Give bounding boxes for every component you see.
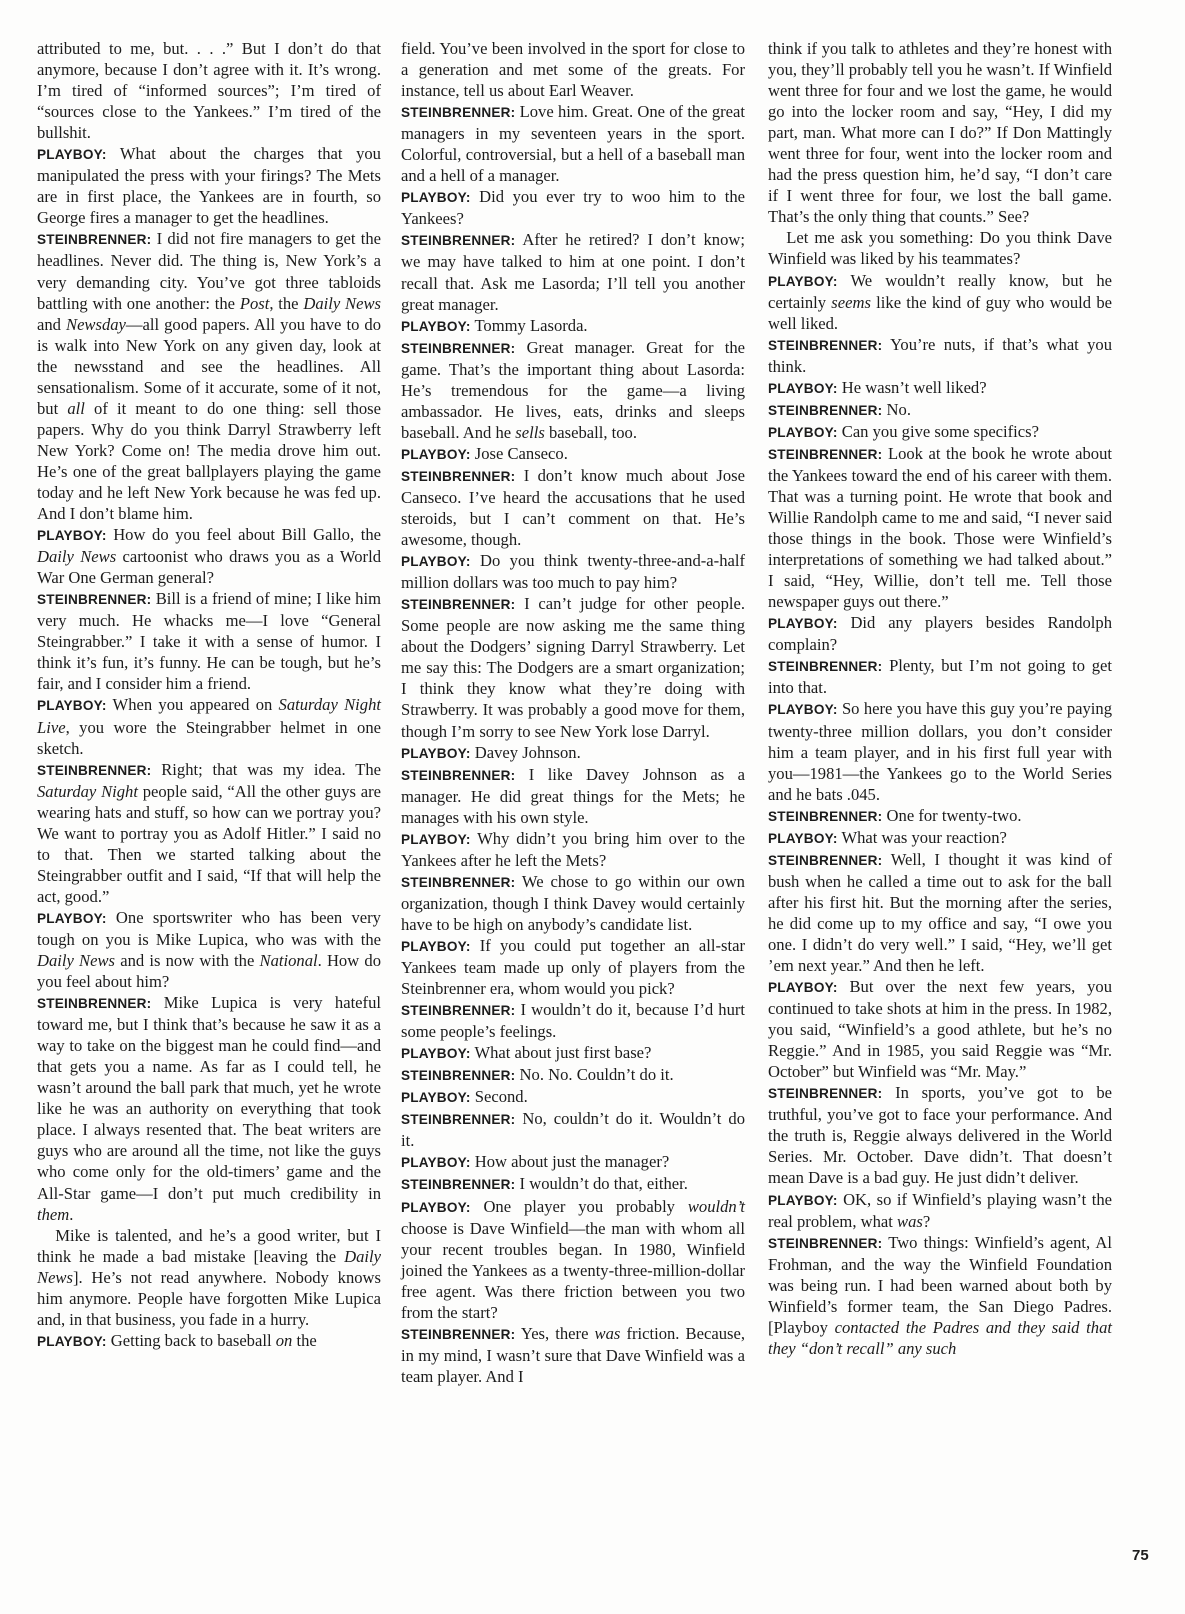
body-text: Can you give some specifics? bbox=[841, 421, 1039, 441]
body-text: field. You’ve been involved in the sport for close to a generation and met some of the greats. For instance, tell us about Earl Weaver. bbox=[401, 39, 745, 101]
speaker-label: STEINBRENNER: bbox=[37, 996, 152, 1012]
body-text: Bill is a friend of mine; I like him very much. He whacks me—I love “General Steingrabber.” I take it with a sense of humor. I think it’s fun, it’s funny. He can be tough, but he’s fair, and I consider him a friend. bbox=[37, 589, 381, 694]
interview-paragraph bbox=[401, 1042, 745, 1064]
italic-text: them bbox=[37, 1204, 70, 1224]
italic-text: Daily News bbox=[37, 1246, 381, 1287]
body-text: Let me ask you something: Do you think Dave Winfield was liked by his teammates? bbox=[768, 228, 1112, 269]
speaker-label: PLAYBOY: bbox=[401, 318, 471, 334]
body-text: I wouldn’t do that, either. bbox=[519, 1174, 688, 1194]
interview-paragraph bbox=[401, 465, 745, 550]
speaker-label: PLAYBOY: bbox=[37, 147, 107, 163]
text-paragraph bbox=[401, 38, 745, 101]
speaker-label: STEINBRENNER: bbox=[401, 597, 516, 613]
interview-paragraph bbox=[768, 849, 1112, 976]
body-text: , the bbox=[269, 293, 304, 313]
body-text: . How do you feel about him? bbox=[37, 951, 381, 992]
interview-paragraph bbox=[401, 101, 745, 186]
interview-paragraph bbox=[401, 1173, 745, 1195]
body-text: You’re nuts, if that’s what you think. bbox=[768, 334, 1112, 376]
italic-text: Daily News bbox=[37, 547, 117, 567]
body-text: Mike Lupica is very hateful toward me, but I think that’s because he saw it as a way to take on the biggest man he could find—and that gets you a name. As far as I could tell, he wasn’t around the ball park that much, yet he wrote like he was an authority on everything that took place. I always resented that. The beat writers are guys who are around all the time, not like the guys who come only for the old-timers’ game and the All-Star game—I don’t put much credibility in bbox=[37, 993, 381, 1203]
speaker-label: PLAYBOY: bbox=[768, 1192, 838, 1208]
interview-paragraph bbox=[768, 334, 1112, 377]
body-text: We wouldn’t really know, but he certainly bbox=[768, 270, 1112, 312]
interview-paragraph bbox=[401, 315, 745, 337]
interview-paragraph bbox=[37, 759, 381, 907]
interview-paragraph bbox=[768, 399, 1112, 421]
speaker-label: PLAYBOY: bbox=[401, 1046, 471, 1062]
body-text: Do you think twenty-three-and-a-half million dollars was too much to pay him? bbox=[401, 551, 745, 593]
speaker-label: PLAYBOY: bbox=[37, 910, 107, 926]
italic-text: all bbox=[67, 398, 85, 418]
body-text: Did any players besides Randolph complain? bbox=[768, 613, 1112, 655]
interview-paragraph bbox=[401, 337, 745, 443]
speaker-label: PLAYBOY: bbox=[768, 830, 838, 846]
body-text: Plenty, but I’m not going to get into that. bbox=[768, 656, 1112, 698]
speaker-label: PLAYBOY: bbox=[768, 616, 838, 632]
speaker-label: PLAYBOY: bbox=[401, 1199, 471, 1215]
interview-paragraph bbox=[768, 421, 1112, 443]
body-text: No. No. Couldn’t do it. bbox=[519, 1065, 674, 1085]
speaker-label: STEINBRENNER: bbox=[401, 1177, 516, 1193]
interview-paragraph bbox=[401, 593, 745, 741]
body-text: Tommy Lasorda. bbox=[474, 315, 588, 335]
interview-paragraph bbox=[401, 229, 745, 314]
body-text: Second. bbox=[474, 1087, 528, 1107]
body-text: If you could put together an all-star Yankees team made up only of players from the Steinbrenner era, whom would you pick? bbox=[401, 935, 745, 999]
interview-paragraph bbox=[401, 999, 745, 1042]
speaker-label: STEINBRENNER: bbox=[768, 337, 883, 353]
body-text: Great manager. Great for the game. That’s the important thing about Lasorda: He’s tremendous for the game—a living ambassador. He lives, eats, drinks and sleeps baseball. And he bbox=[401, 337, 745, 442]
speaker-label: PLAYBOY: bbox=[401, 554, 471, 570]
italic-text: sells bbox=[515, 422, 545, 442]
body-text: the bbox=[292, 1330, 317, 1350]
speaker-label: STEINBRENNER: bbox=[401, 874, 516, 890]
interview-paragraph bbox=[768, 377, 1112, 399]
interview-paragraph bbox=[37, 992, 381, 1225]
interview-paragraph bbox=[401, 828, 745, 871]
speaker-label: STEINBRENNER: bbox=[401, 468, 516, 484]
italic-text: Saturday Night bbox=[37, 781, 138, 801]
speaker-label: STEINBRENNER: bbox=[401, 233, 516, 249]
body-text: and bbox=[37, 314, 66, 334]
text-paragraph bbox=[768, 227, 1112, 269]
interview-paragraph bbox=[37, 524, 381, 588]
italic-text: Daily News bbox=[303, 293, 381, 313]
speaker-label: PLAYBOY: bbox=[37, 1333, 107, 1349]
interview-paragraph bbox=[768, 698, 1112, 804]
interview-paragraph bbox=[768, 655, 1112, 698]
speaker-label: STEINBRENNER: bbox=[401, 1112, 516, 1128]
speaker-label: PLAYBOY: bbox=[768, 702, 838, 718]
italic-text: Post bbox=[239, 293, 270, 313]
interview-paragraph bbox=[401, 443, 745, 465]
body-text: like the kind of guy who would be well liked. bbox=[768, 292, 1112, 333]
body-text: One player you probably bbox=[483, 1196, 688, 1216]
text-paragraph bbox=[37, 1225, 381, 1330]
interview-paragraph bbox=[37, 694, 381, 758]
body-text: One sportswriter who has been very tough on you is Mike Lupica, who was with the bbox=[37, 907, 381, 949]
speaker-label: STEINBRENNER: bbox=[768, 659, 883, 675]
interview-paragraph bbox=[768, 1082, 1112, 1188]
body-text: How about just the manager? bbox=[474, 1152, 670, 1172]
text-column-2 bbox=[401, 38, 745, 1387]
italic-text: was bbox=[897, 1211, 923, 1231]
speaker-label: PLAYBOY: bbox=[768, 380, 838, 396]
italic-text: seems bbox=[831, 292, 871, 312]
speaker-label: STEINBRENNER: bbox=[401, 340, 516, 356]
body-text: I don’t know much about Jose Canseco. I’ve heard the accusations that he used steroids, but I can’t comment on that. He’s awesome, though. bbox=[401, 465, 745, 550]
speaker-label: PLAYBOY: bbox=[401, 831, 471, 847]
interview-paragraph bbox=[37, 228, 381, 524]
body-text: One for twenty-two. bbox=[886, 805, 1022, 825]
interview-paragraph bbox=[37, 143, 381, 228]
body-text: Love him. Great. One of the great managers in my seventeen years in the sport. Colorful, controversial, but a hell of a baseball man and a hell of a manager. bbox=[401, 102, 745, 186]
italic-text: Saturday Night Live bbox=[37, 695, 381, 737]
body-text: We chose to go within our own organization, though I think Davey would certainly have to be high on anybody’s candidate list. bbox=[401, 871, 745, 934]
interview-paragraph bbox=[401, 186, 745, 229]
body-text: Jose Canseco. bbox=[474, 443, 568, 463]
body-text: OK, so if Winfield’s playing wasn’t the real problem, what bbox=[768, 1189, 1112, 1231]
body-text: Right; that was my idea. The bbox=[161, 759, 381, 779]
body-text: What about just first base? bbox=[474, 1043, 652, 1063]
body-text: In sports, you’ve got to be truthful, you’ve got to face your performance. And the truth is, Reggie always delivered in the World Series. Mr. October. Dave didn’t. That doesn’t mean Dave is a bad guy. He just didn’t deliver. bbox=[768, 1083, 1112, 1188]
italic-text: contacted the Padres and they said that they “don’t recall” any such bbox=[768, 1317, 1112, 1358]
body-text: cartoonist who draws you as a World War One German general? bbox=[37, 547, 381, 588]
speaker-label: STEINBRENNER: bbox=[768, 1235, 883, 1251]
page-number: 75 bbox=[1132, 1547, 1149, 1564]
speaker-label: STEINBRENNER: bbox=[768, 402, 883, 418]
body-text: Look at the book he wrote about the Yankees toward the end of his career with them. That was a turning point. He wrote that book and Willie Randolph came to me and said, “I never said those things in the book. Those were Winfield’s interpretations of something we had talked about.” I said, “Hey, Willie, don’t tell me. Tell those newspaper guys out there.” bbox=[768, 443, 1112, 612]
interview-paragraph bbox=[401, 1086, 745, 1108]
interview-paragraph bbox=[401, 1064, 745, 1086]
speaker-label: PLAYBOY: bbox=[37, 528, 107, 544]
interview-paragraph bbox=[401, 871, 745, 935]
body-text: I did not fire managers to get the headlines. Never did. The thing is, New York’s a very demanding city. You’ve got three tabloids battling with one another: the bbox=[37, 229, 381, 313]
body-text: No. bbox=[886, 399, 911, 419]
speaker-label: PLAYBOY: bbox=[401, 745, 471, 761]
speaker-label: STEINBRENNER: bbox=[401, 1326, 516, 1342]
body-text: But over the next few years, you continued to take shots at him in the press. In 1982, you said, “Winfield’s a good athlete, but he’s no Reggie.” And in 1985, you said Reggie was “Mr. October” but Winfield was “Mr. May.” bbox=[768, 977, 1112, 1082]
body-text: Well, I thought it was kind of bush when he called a time out to ask for the ball after his first hit. But the morning after the series, he did come up to my office and say, “I owe you one. I didn’t do very well.” I said, “Hey, we’ll get ’em next year.” And then he left. bbox=[768, 849, 1112, 976]
italic-text: was bbox=[594, 1323, 621, 1343]
body-text: attributed to me, but. . . .” But I don’t do that anymore, because I don’t agree with it. It’s wrong. I’m tired of “informed sources”; I’m tired of “sources close to the Yankees.” I’m tired of the bullshit. bbox=[37, 39, 381, 143]
speaker-label: STEINBRENNER: bbox=[401, 767, 516, 783]
body-text: Mike is talented, and he’s a good writer, but I think he made a bad mistake [leaving the bbox=[37, 1225, 381, 1266]
text-column-1 bbox=[37, 38, 381, 1352]
speaker-label: STEINBRENNER: bbox=[768, 1086, 883, 1102]
italic-text: Newsday bbox=[66, 314, 126, 334]
italic-text: Daily News bbox=[37, 951, 116, 971]
speaker-label: STEINBRENNER: bbox=[401, 1003, 516, 1019]
speaker-label: STEINBRENNER: bbox=[401, 105, 516, 121]
text-paragraph bbox=[37, 38, 381, 143]
italic-text: wouldn’t bbox=[687, 1196, 746, 1216]
body-text: Why didn’t you bring him over to the Yankees after he left the Mets? bbox=[401, 828, 745, 870]
body-text: How do you feel about Bill Gallo, the bbox=[113, 525, 381, 545]
body-text: When you appeared on bbox=[112, 695, 279, 715]
body-text: I like Davey Johnson as a manager. He did great things for the Mets; he manages with his own style. bbox=[401, 764, 745, 827]
speaker-label: PLAYBOY: bbox=[401, 1155, 471, 1171]
body-text: I can’t judge for other people. Some people are now asking me the same thing about the Dodgers’ signing Darryl Strawberry. Let me say this: The Dodgers are a smart organization; I think they know what they’re doing with Strawberry. It was probably a good move for them, though I’m sorry to see New York lose Darryl. bbox=[401, 594, 745, 741]
body-text: of it meant to do one thing: sell those papers. Why do you think Darryl Strawberry left New York? Come on! The media drove him out. He’s one of the great ballplayers playing the game today and he left New York because he was fed up. And I don’t blame him. bbox=[37, 398, 381, 524]
body-text: ? bbox=[922, 1211, 931, 1231]
interview-paragraph bbox=[37, 1330, 381, 1352]
body-text: think if you talk to athletes and they’re honest with you, they’ll probably tell you he wasn’t. If Winfield went three for four and we lost the game, he would go into the locker room and say, “Hey, I did my part, man. What more can I do?” If Don Mattingly went three for four, went into the locker room and had the press question him, he’d say, “I don’t care if I went three for four, we lost the ball game. That’s the only thing that counts.” See? bbox=[768, 39, 1112, 227]
body-text: and is now with the bbox=[115, 951, 260, 971]
interview-paragraph bbox=[401, 764, 745, 828]
body-text: What about the charges that you manipulated the press with your firings? The Mets are in first place, the Yankees are in fourth, so George fires a manager to get the headlines. bbox=[37, 144, 381, 228]
speaker-label: PLAYBOY: bbox=[401, 1090, 471, 1106]
body-text: Did you ever try to woo him to the Yankees? bbox=[401, 187, 745, 229]
interview-paragraph bbox=[401, 1108, 745, 1151]
interview-paragraph bbox=[768, 827, 1112, 849]
interview-paragraph bbox=[768, 612, 1112, 655]
body-text: I wouldn’t do it, because I’d hurt some people’s feelings. bbox=[401, 1000, 745, 1042]
interview-paragraph bbox=[401, 935, 745, 999]
speaker-label: PLAYBOY: bbox=[401, 938, 471, 954]
speaker-label: STEINBRENNER: bbox=[768, 808, 883, 824]
body-text: No, couldn’t do it. Wouldn’t do it. bbox=[401, 1109, 745, 1151]
interview-paragraph bbox=[768, 1232, 1112, 1359]
body-text: Getting back to baseball bbox=[110, 1330, 276, 1350]
speaker-label: PLAYBOY: bbox=[37, 698, 107, 714]
speaker-label: PLAYBOY: bbox=[768, 980, 838, 996]
interview-paragraph bbox=[768, 1189, 1112, 1232]
interview-paragraph bbox=[401, 1151, 745, 1173]
interview-paragraph bbox=[401, 742, 745, 764]
interview-paragraph bbox=[37, 588, 381, 694]
interview-paragraph bbox=[37, 907, 381, 992]
text-column-3 bbox=[768, 38, 1112, 1359]
body-text: ]. He’s not read anywhere. Nobody knows him anymore. People have forgotten Mike Lupica and, in that business, you fade in a hurry. bbox=[37, 1267, 381, 1329]
speaker-label: PLAYBOY: bbox=[768, 273, 838, 289]
body-text: people said, “All the other guys are wearing hats and stuff, so how can we portray you? We want to portray you as Adolf Hitler.” I said no to that. Then we started talking about the Steingrabber outfit and I said, “If that will help the act, good.” bbox=[37, 781, 381, 906]
interview-paragraph bbox=[768, 805, 1112, 827]
speaker-label: STEINBRENNER: bbox=[768, 446, 883, 462]
body-text: He wasn’t well liked? bbox=[841, 377, 987, 397]
body-text: So here you have this guy you’re paying twenty-three million dollars, you don’t consider him a team player, and in his first full year with you—1981—the Yankees go to the World Series and he bats .045. bbox=[768, 699, 1113, 804]
interview-paragraph bbox=[768, 270, 1112, 334]
body-text: . bbox=[69, 1204, 74, 1224]
speaker-label: STEINBRENNER: bbox=[37, 762, 152, 778]
body-text: , you wore the Steingrabber helmet in one sketch. bbox=[37, 717, 381, 758]
body-text: Two things: Winfield’s agent, Al Frohman, and the way the Winfield Foundation was being run. I had been warned about both by Winfield’s former team, the San Diego Padres. [Playboy bbox=[768, 1232, 1112, 1337]
speaker-label: STEINBRENNER: bbox=[768, 852, 883, 868]
speaker-label: PLAYBOY: bbox=[401, 446, 471, 462]
text-paragraph bbox=[768, 38, 1112, 227]
speaker-label: STEINBRENNER: bbox=[37, 232, 152, 248]
interview-paragraph bbox=[401, 1196, 745, 1323]
interview-paragraph bbox=[768, 976, 1112, 1082]
body-text: choose is Dave Winfield—the man with whom all your recent troubles began. In 1980, Winfield joined the Yankees as a twenty-three-million-dollar free agent. Was there friction between you two from the start? bbox=[401, 1218, 745, 1322]
interview-paragraph bbox=[401, 1323, 745, 1387]
body-text: —all good papers. All you have to do is walk into New York on any given day, look at the newsstand and see the headlines. All sensationalism. Some of it accurate, some of it not, but bbox=[37, 314, 381, 418]
body-text: Davey Johnson. bbox=[474, 742, 581, 762]
interview-paragraph bbox=[401, 550, 745, 593]
italic-text: on bbox=[275, 1330, 293, 1350]
interview-paragraph bbox=[768, 443, 1112, 612]
speaker-label: STEINBRENNER: bbox=[401, 1068, 516, 1084]
body-text: After he retired? I don’t know; we may have talked to him at one point. I don’t recall that. Ask me Lasorda; I’ll tell you another great manager. bbox=[401, 230, 745, 314]
body-text: friction. Because, in my mind, I wasn’t sure that Dave Winfield was a team player. And I bbox=[401, 1323, 745, 1386]
speaker-label: STEINBRENNER: bbox=[37, 592, 152, 608]
body-text: What was your reaction? bbox=[841, 827, 1007, 847]
body-text: baseball, too. bbox=[544, 422, 637, 442]
italic-text: National bbox=[259, 951, 318, 971]
body-text: Yes, there bbox=[520, 1323, 595, 1343]
speaker-label: PLAYBOY: bbox=[768, 424, 838, 440]
speaker-label: PLAYBOY: bbox=[401, 190, 471, 206]
